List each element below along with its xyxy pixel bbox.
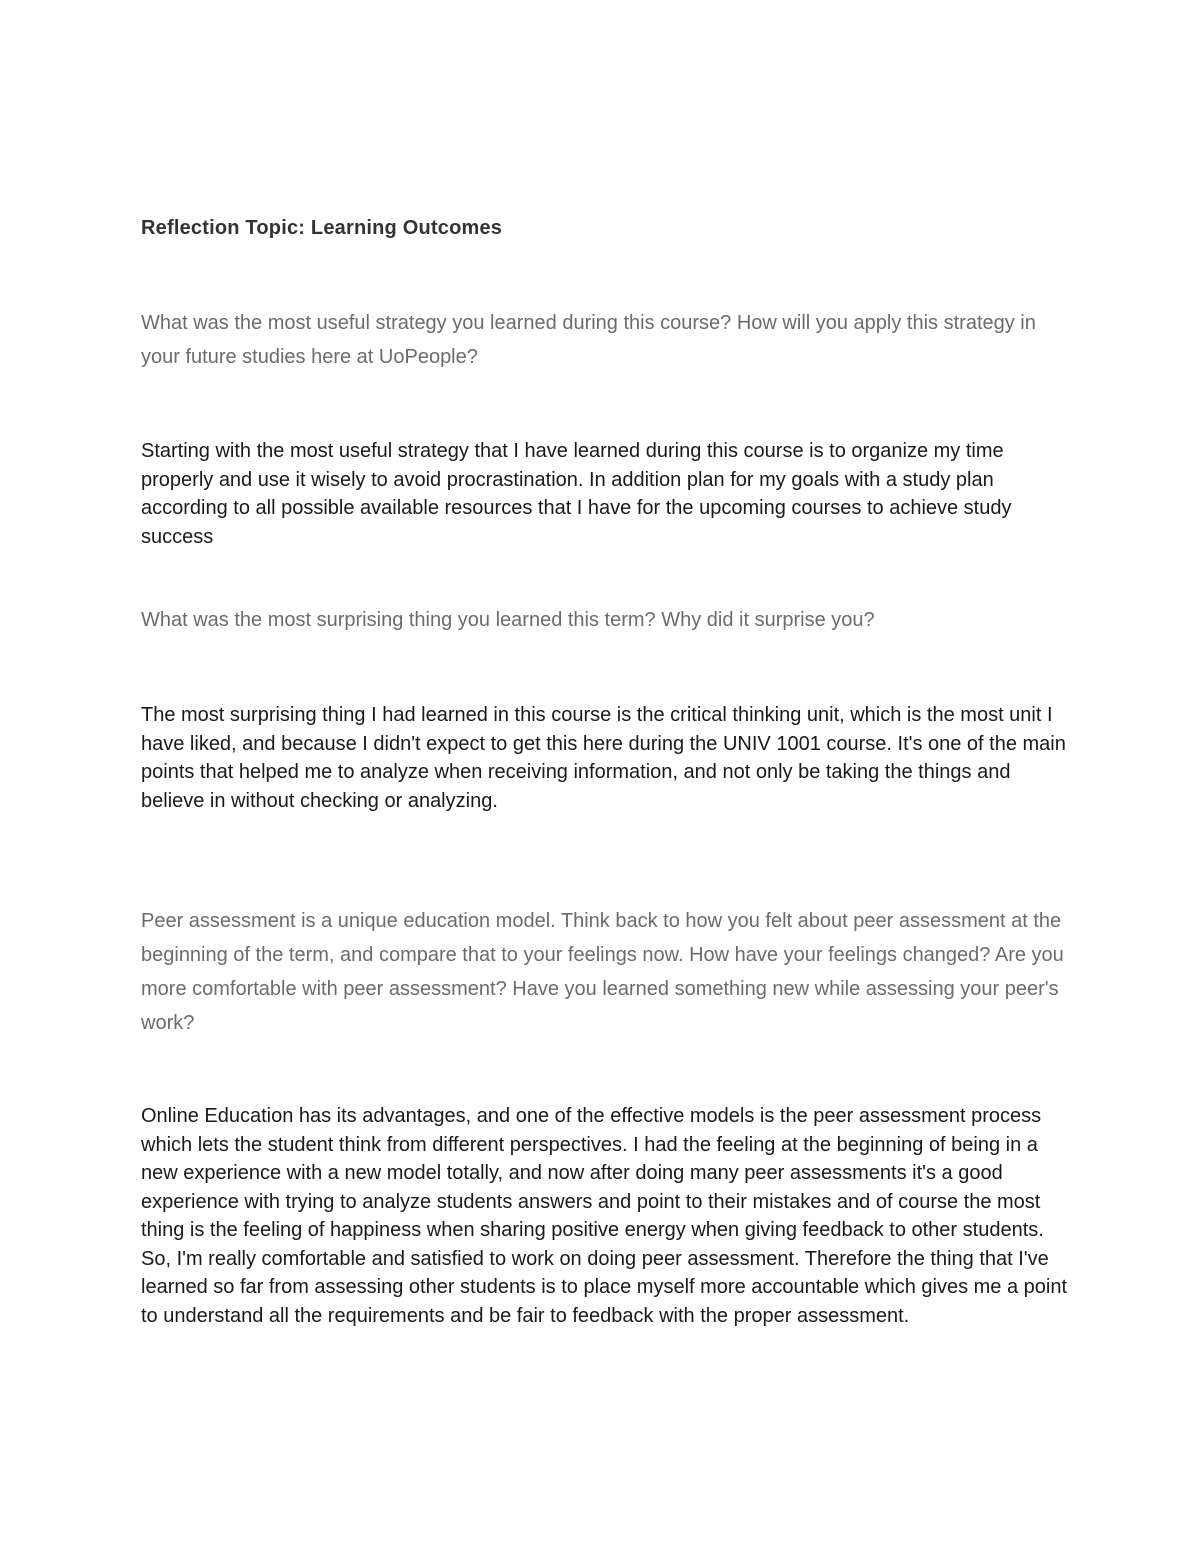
question-1: What was the most useful strategy you learned during this course? How will you apply this strategy in your future studies here at UoPeople? — [141, 312, 1036, 368]
question-3: Peer assessment is a unique education model. Think back to how you felt about peer assessment at the beginning of the term, and compare that to your feelings now. How have your feelings changed? Are you more comfortable with peer assessment? Have you learned something new while assessing your peer's work? — [141, 910, 1064, 1034]
answer-2: The most surprising thing I had learned in this course is the critical thinking unit, which is the most unit I have liked, and because I didn't expect to get this here during the UNIV 1001 course. It's one of the main points that helped me to analyze when receiving information, and not only be taking the things and believe in without checking or analyzing. — [141, 704, 1066, 812]
document-title: Reflection Topic: Learning Outcomes — [141, 217, 503, 239]
answer-3: Online Education has its advantages, and one of the effective models is the peer assessment process which lets the student think from different perspectives. I had the feeling at the beginning of being in a new experience with a new model totally, and now after doing many peer assessments it's a good experience with trying to analyze students answers and point to their mistakes and of course the most thing is the feeling of happiness when sharing positive energy when giving feedback to other students. So, I'm really comfortable and satisfied to work on doing peer assessment. Therefore the thing that I've learned so far from assessing other students is to place myself more accountable which gives me a point to understand all the requirements and be fair to feedback with the proper assessment. — [141, 1105, 1068, 1327]
question-2: What was the most surprising thing you learned this term? Why did it surprise you? — [141, 609, 875, 631]
answer-1: Starting with the most useful strategy that I have learned during this course is to organize my time properly and use it wisely to avoid procrastination. In addition plan for my goals with a study plan according to all possible available resources that I have for the upcoming courses to achieve study success — [141, 440, 1012, 548]
